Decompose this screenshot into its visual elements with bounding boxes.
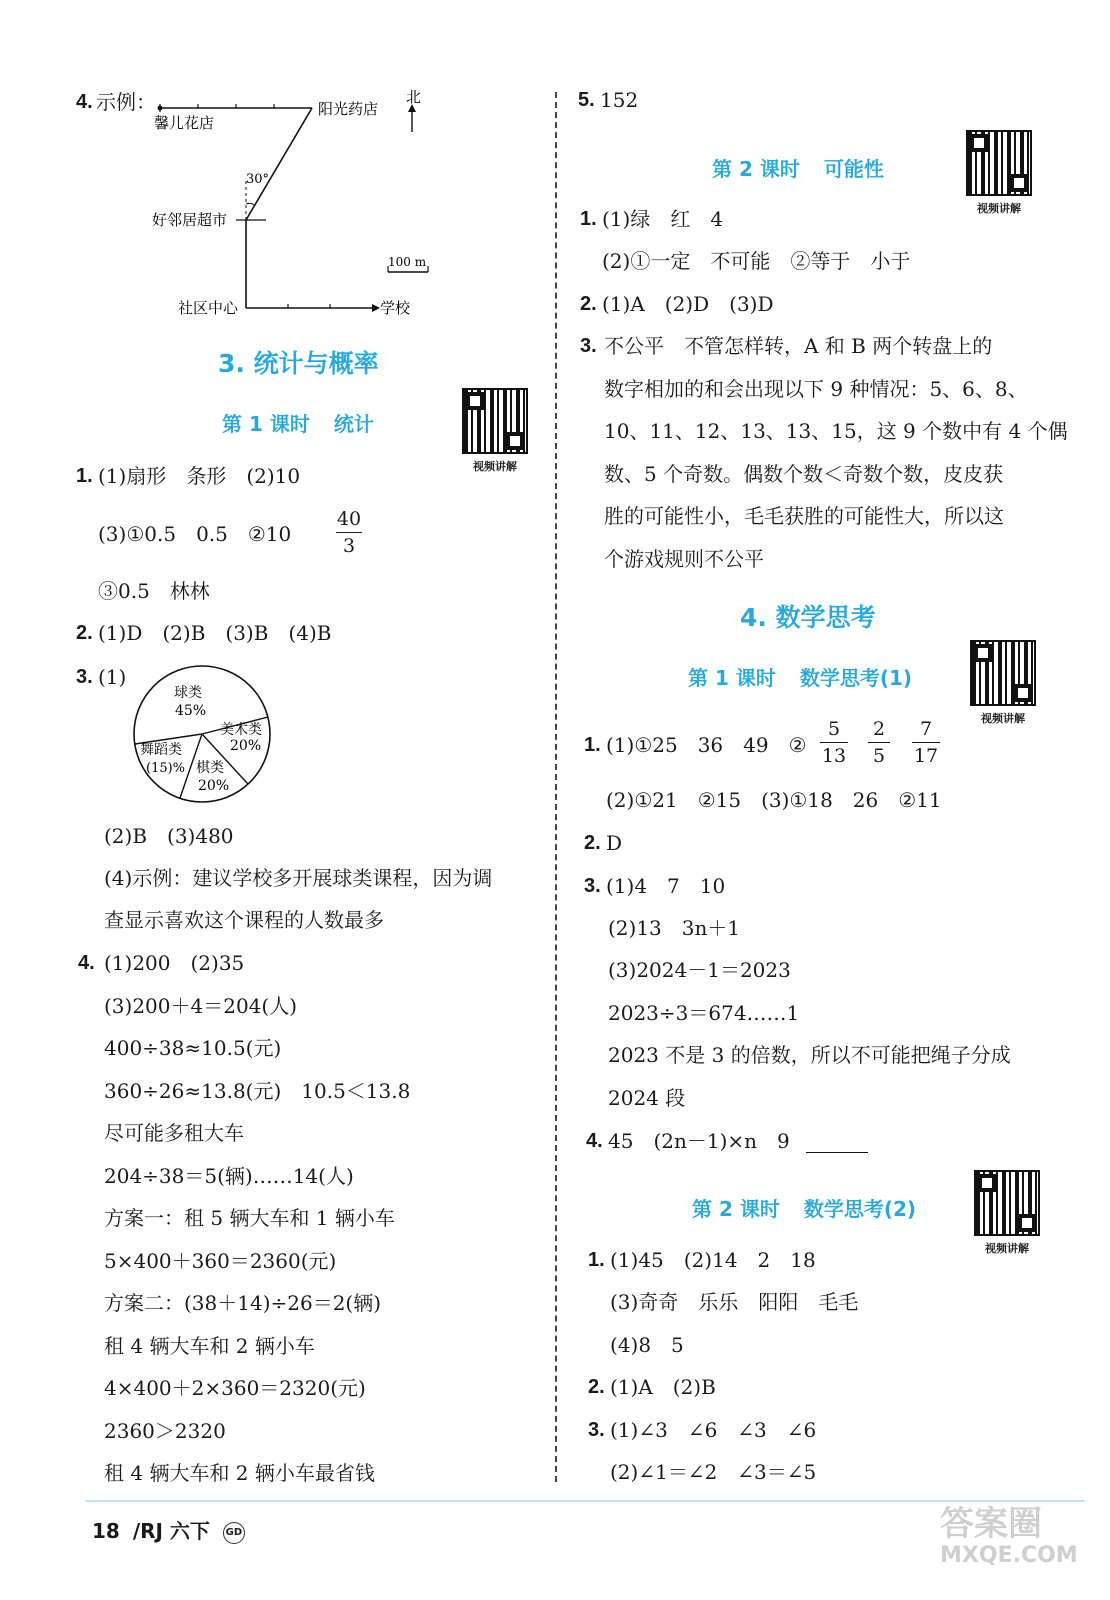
fraction xyxy=(868,718,890,767)
scale-label: 100 m xyxy=(388,255,427,269)
answer-line: (1)200 (2)35 xyxy=(104,951,245,975)
answer-line: (2)①一定 不可能 ②等于 小于 xyxy=(602,249,911,273)
fraction-denominator: 5 xyxy=(872,745,886,767)
question-number: 1. xyxy=(588,1249,605,1271)
qr-code-icon xyxy=(974,1170,1040,1236)
answer-line: (1)4 7 10 xyxy=(606,874,726,898)
supermarket-label: 好邻居超市 xyxy=(152,211,228,229)
school-label: 学校 xyxy=(380,299,411,317)
answer-line: 租 4 辆大车和 2 辆小车 xyxy=(104,1334,315,1358)
pie-value-art: 20% xyxy=(230,738,262,754)
column-divider xyxy=(555,92,557,1482)
fraction-numerator: 40 xyxy=(336,508,362,530)
question-number: 3. xyxy=(584,875,601,897)
answer-line: 2023 不是 3 的倍数，所以不可能把绳子分成 xyxy=(608,1043,1011,1067)
lesson-topic: 统计 xyxy=(333,412,374,436)
lesson-heading xyxy=(692,1193,940,1222)
lesson-heading xyxy=(688,662,936,691)
watermark xyxy=(940,1505,1078,1569)
answer-line: D xyxy=(606,831,623,855)
answer-line: (2)∠1＝∠2 ∠3＝∠5 xyxy=(610,1460,817,1484)
fraction xyxy=(912,718,940,767)
answer-line: 152 xyxy=(600,88,639,112)
question-number: 3. xyxy=(588,1419,605,1441)
answer-line: (2)B (3)480 xyxy=(104,824,234,848)
answer-line: 2023÷3＝674……1 xyxy=(608,1001,800,1025)
answer-line: (3)2024－1＝2023 xyxy=(608,958,791,982)
answer-line: (1)∠3 ∠6 ∠3 ∠6 xyxy=(610,1418,817,1442)
qr-caption: 视频讲解 xyxy=(985,1242,1029,1255)
fraction-numerator: 7 xyxy=(919,718,933,740)
question-number: 5. xyxy=(578,89,595,111)
pie-label-dance: 舞蹈类 xyxy=(140,742,182,758)
qr-code[interactable] xyxy=(462,388,532,480)
qr-code[interactable] xyxy=(970,640,1040,732)
answer-line: 204÷38＝5(辆)……14(人) xyxy=(104,1164,354,1188)
example-label: 示例： xyxy=(96,90,156,114)
answer-line: (2)13 3n＋1 xyxy=(608,916,741,940)
north-label: 北 xyxy=(406,88,422,106)
fraction-denominator: 13 xyxy=(821,745,847,767)
qr-code[interactable] xyxy=(966,130,1036,222)
pie-value-dance: (15)% xyxy=(146,761,186,776)
answer-line: 方案二：(38＋14)÷26＝2(辆) xyxy=(104,1291,382,1315)
answer-line: 2024 段 xyxy=(608,1086,686,1110)
route-map-diagram xyxy=(140,80,450,330)
edition-label: /RJ 六下 xyxy=(132,1519,210,1543)
lesson-heading xyxy=(712,153,908,182)
flower-shop-label: 馨儿花店 xyxy=(154,114,215,132)
answer-line: (2)①21 ②15 (3)①18 26 ②11 xyxy=(606,788,942,812)
watermark-line1: 答案圈 xyxy=(940,1504,1042,1544)
fraction xyxy=(336,508,362,557)
answer-line: 4×400＋2×360＝2320(元) xyxy=(104,1376,366,1400)
question-number: 3. xyxy=(76,666,93,688)
qr-caption: 视频讲解 xyxy=(473,460,517,473)
question-number: 1. xyxy=(76,465,93,487)
answer-line: ③0.5 林林 xyxy=(98,579,210,603)
question-number: 2. xyxy=(584,832,601,854)
lesson-topic: 数学思考(1) xyxy=(799,666,913,690)
publisher-badge: GD xyxy=(223,1522,245,1544)
section-title: 3. 统计与概率 xyxy=(218,349,379,378)
answer-line: (3)①0.5 0.5 ②10 xyxy=(98,522,292,546)
answer-line: 45 (2n－1)×n 9 xyxy=(608,1129,790,1153)
answer-line: (1)扇形 条形 (2)10 xyxy=(98,464,301,488)
qr-caption: 视频讲解 xyxy=(977,202,1021,215)
fraction-denominator: 17 xyxy=(913,745,939,767)
lesson-number: 第 2 课时 xyxy=(692,1197,780,1221)
lesson-topic: 数学思考(2) xyxy=(803,1197,917,1221)
answer-line: (1)A (2)B xyxy=(610,1375,716,1399)
answer-line: (3)奇奇 乐乐 阳阳 毛毛 xyxy=(610,1290,859,1314)
qr-code-icon xyxy=(970,640,1036,706)
fraction-denominator: 3 xyxy=(342,535,356,557)
angle-label: 30° xyxy=(246,172,270,187)
question-number: 2. xyxy=(588,1376,605,1398)
answer-line: 胜的可能性小，毛毛获胜的可能性大，所以这 xyxy=(604,504,1004,528)
answer-line: (3)200＋4＝204(人) xyxy=(104,994,298,1018)
answer-line: 数字相加的和会出现以下 9 种情况：5、6、8、 xyxy=(604,377,1028,401)
page-footer xyxy=(92,1515,245,1544)
question-number: 4. xyxy=(78,952,95,974)
answer-line: 不公平 不管怎样转，A 和 B 两个转盘上的 xyxy=(604,334,993,358)
answer-line: 尽可能多租大车 xyxy=(104,1121,244,1145)
footer-rule xyxy=(85,1500,1085,1502)
answer-line: 2360＞2320 xyxy=(104,1419,226,1443)
pie-value-chess: 20% xyxy=(198,778,230,794)
blank-underline xyxy=(806,1152,868,1153)
answer-line: (4)8 5 xyxy=(610,1333,684,1357)
pie-chart xyxy=(130,664,275,806)
answer-line: (1) xyxy=(98,665,127,689)
section-title: 4. 数学思考 xyxy=(740,603,876,632)
answer-line: 查显示喜欢这个课程的人数最多 xyxy=(104,908,384,932)
answer-line: 400÷38≈10.5(元) xyxy=(104,1036,282,1060)
answer-line: (1)A (2)D (3)D xyxy=(602,292,774,316)
question-number: 2. xyxy=(580,293,597,315)
answer-line: 租 4 辆大车和 2 辆小车最省钱 xyxy=(104,1461,375,1485)
lesson-heading xyxy=(222,408,398,437)
question-number: 3. xyxy=(580,335,597,357)
qr-code[interactable] xyxy=(974,1170,1044,1262)
page-number: 18 xyxy=(92,1519,120,1543)
answer-line: 方案一：租 5 辆大车和 1 辆小车 xyxy=(104,1206,395,1230)
answer-line: 个游戏规则不公平 xyxy=(604,547,764,571)
pie-value-ball: 45% xyxy=(175,703,207,719)
lesson-number: 第 1 课时 xyxy=(688,666,776,690)
question-number: 4. xyxy=(76,91,93,113)
lesson-number: 第 1 课时 xyxy=(222,412,310,436)
pie-label-ball: 球类 xyxy=(174,685,202,701)
pie-label-chess: 棋类 xyxy=(196,760,224,776)
question-number: 1. xyxy=(584,734,601,756)
question-number: 2. xyxy=(76,622,93,644)
answer-line: 10、11、12、13、13、15，这 9 个数中有 4 个偶 xyxy=(604,419,1068,443)
question-number: 4. xyxy=(586,1130,603,1152)
answer-line: 360÷26≈13.8(元) 10.5＜13.8 xyxy=(104,1079,411,1103)
fraction-numerator: 2 xyxy=(872,718,886,740)
qr-code-icon xyxy=(966,130,1032,196)
answer-line: (1)45 (2)14 2 18 xyxy=(610,1248,816,1272)
fraction xyxy=(820,718,848,767)
pharmacy-label: 阳光药店 xyxy=(318,100,379,118)
qr-caption: 视频讲解 xyxy=(981,712,1025,725)
fraction-numerator: 5 xyxy=(827,718,841,740)
lesson-topic: 可能性 xyxy=(823,157,884,181)
question-number: 1. xyxy=(580,208,597,230)
answer-line: 数、5 个奇数。偶数个数＜奇数个数，皮皮获 xyxy=(604,462,1004,486)
qr-code-icon xyxy=(462,388,528,454)
answer-line: (1)D (2)B (3)B (4)B xyxy=(98,621,332,645)
lesson-number: 第 2 课时 xyxy=(712,157,800,181)
community-label: 社区中心 xyxy=(178,299,239,317)
answer-line: 5×400＋360＝2360(元) xyxy=(104,1249,337,1273)
watermark-line2: MXQE.COM xyxy=(940,1543,1078,1568)
answer-line: (1)绿 红 4 xyxy=(602,207,724,231)
answer-line: (4)示例：建议学校多开展球类课程，因为调 xyxy=(104,866,493,890)
pie-label-art: 美术类 xyxy=(220,722,262,738)
answer-line: (1)①25 36 49 ② xyxy=(606,733,807,757)
